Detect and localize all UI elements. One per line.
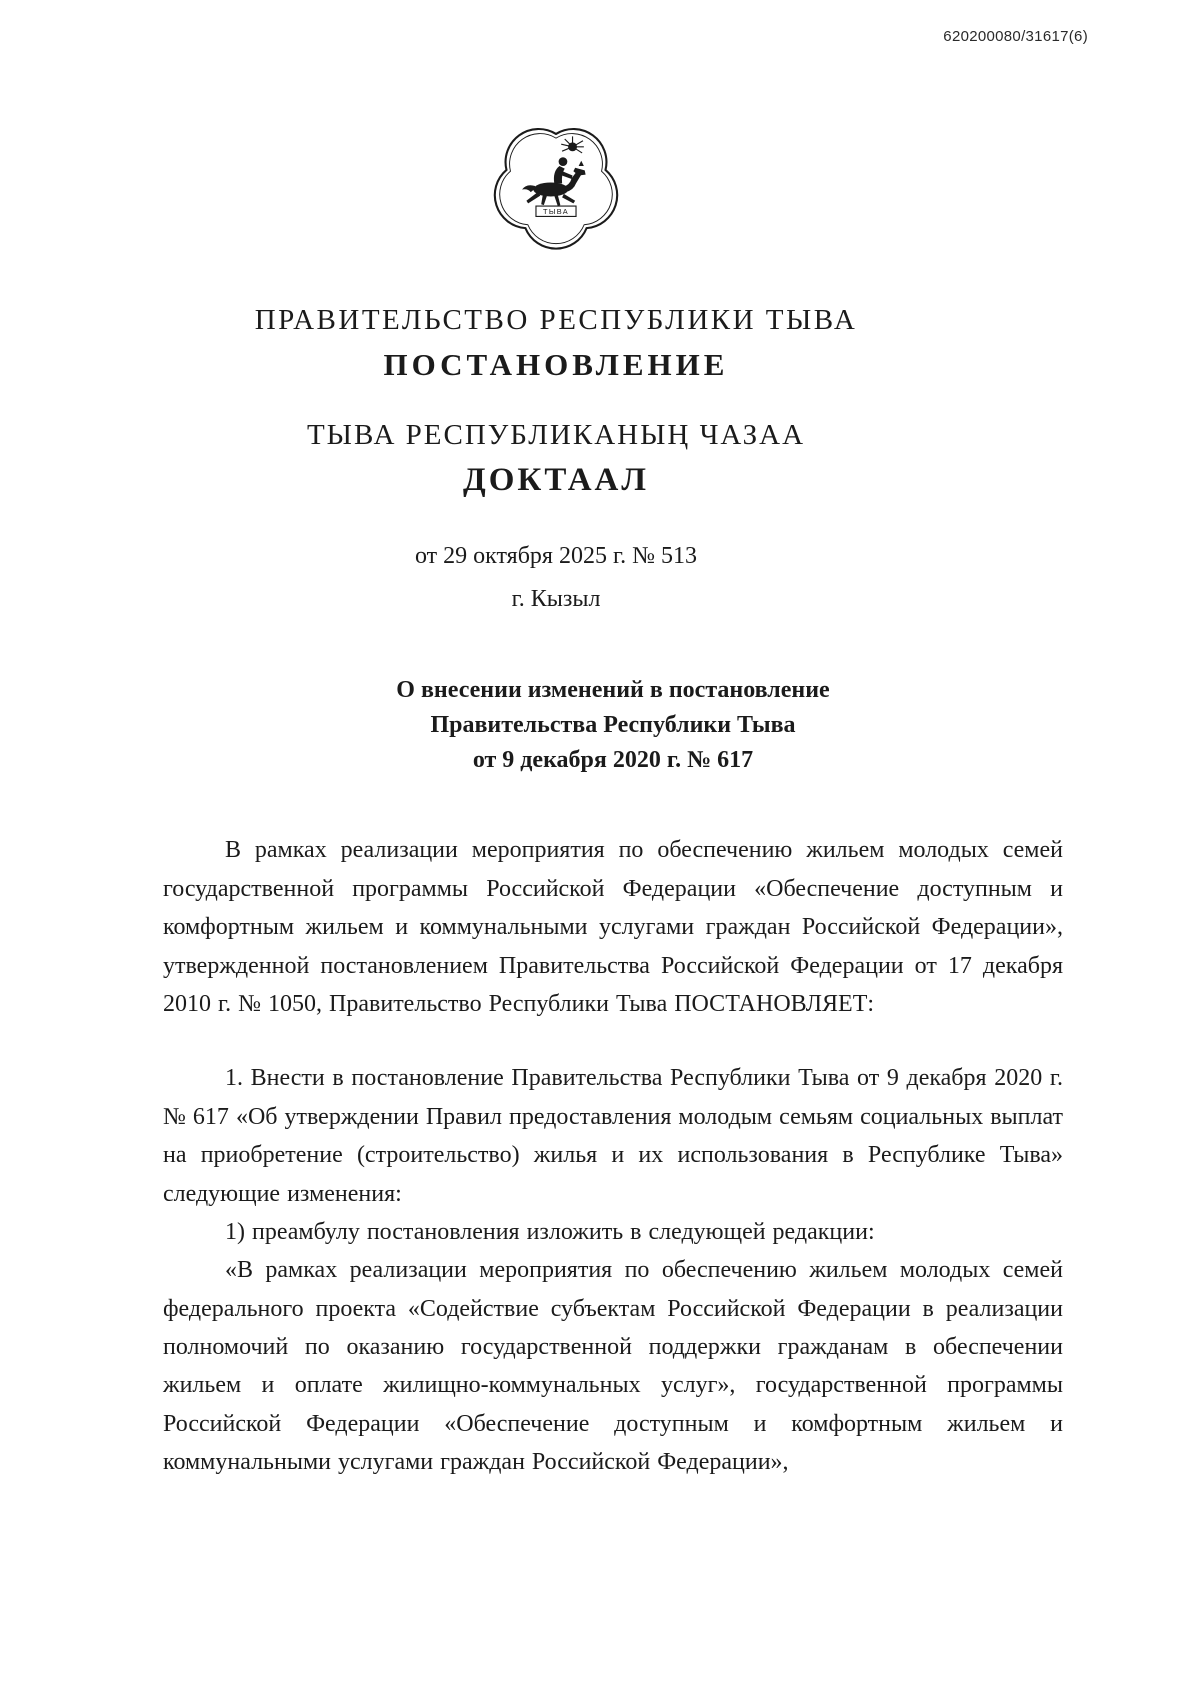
document-type-russian: ПОСТАНОВЛЕНИЕ — [383, 347, 729, 382]
document-body — [163, 673, 1063, 1482]
document-type-tuvan: ДОКТААЛ — [463, 462, 649, 498]
issuer-name-russian: ПРАВИТЕЛЬСТВО РЕСПУБЛИКИ ТЫВА — [254, 304, 858, 336]
doc-registration-code: 620200080/31617(6) — [943, 28, 1088, 45]
subject-line: Правительства Республики Тыва — [430, 711, 796, 738]
issuer-name-tuvan: ТЫВА РЕСПУБЛИКАНЫҢ ЧАЗАА — [306, 419, 806, 451]
date-and-number-line: от 29 октября 2025 г. № 513 — [414, 543, 697, 569]
document-header — [106, 0, 1006, 613]
body-paragraph: 1. Внести в постановление Правительства Республики Тыва от 9 декабря 2020 г. № 617 «Об утверждении Правил предоставления молодым семьям социальных выплат на приобретение (строительство) жилья и их использования в Республике Тыва» следующие изменения: — [163, 1065, 1063, 1207]
body-paragraph: 1) преамбулу постановления изложить в следующей редакции: — [225, 1218, 875, 1245]
subject-heading — [163, 673, 1063, 777]
tyva-coat-of-arms — [480, 112, 632, 260]
place-line: г. Кызыл — [511, 586, 601, 612]
body-paragraph: В рамках реализации мероприятия по обеспечению жильем молодых семей государственной программы Российской Федерации «Обеспечение доступным и комфортным жильем и коммунальными услугами граждан Российской Федерации», утвержденной постановлением Правительства Российской Федерации от 17 декабря 2010 г. № 1050, Правительство Республики Тыва ПОСТАНОВЛЯЕТ: — [163, 837, 1063, 1017]
emblem-ribbon — [536, 206, 576, 216]
body-paragraph: «В рамках реализации мероприятия по обеспечению жильем молодых семей федерального проекта «Содействие субъектам Российской Федерации в реализации полномочий по оказанию государственной поддержки гражданам в обеспечении жильем и оплате жилищно-коммунальных услуг», государственной программы Российской Федерации «Обеспечение доступным и комфортным жильем и коммунальными услугами граждан Российской Федерации», — [163, 1257, 1063, 1476]
subject-line: О внесении изменений в постановление — [396, 677, 830, 703]
subject-line: от 9 декабря 2020 г. № 617 — [472, 746, 754, 773]
emblem-banner-text: ТЫВА — [543, 206, 569, 216]
